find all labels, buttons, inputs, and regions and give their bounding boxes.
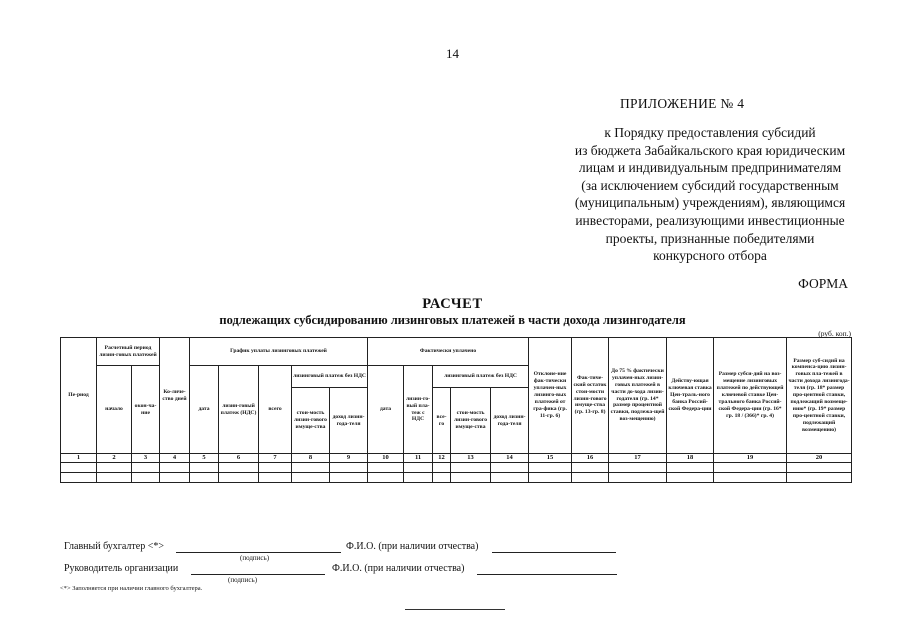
appendix-text	[520, 124, 900, 265]
page-number: 14	[446, 46, 459, 61]
column-number: 19	[714, 454, 787, 463]
header-days: Ко-личе-ство дней	[160, 338, 190, 454]
appendix-line: из бюджета Забайкальского края юридическим	[574, 142, 846, 158]
header-actual-date: дата	[368, 366, 404, 454]
header-end: окон-ча-ние	[132, 366, 160, 454]
header-schedule-novat: лизинговый платеж без НДС	[292, 366, 368, 388]
column-number: 2	[97, 454, 132, 463]
column-number: 20	[787, 454, 852, 463]
appendix-line: проекты, признанные победителями	[605, 230, 815, 246]
head-fio-line[interactable]	[477, 574, 617, 575]
units-label: (руб. коп.)	[818, 329, 851, 338]
header-actual-payment: лизин-го-вый пла-теж с НДС	[404, 366, 433, 454]
accountant-signature-caption: (подпись)	[240, 554, 270, 562]
column-number: 16	[572, 454, 609, 463]
header-actual-novat: лизинговый платеж без НДС	[433, 366, 529, 388]
column-number: 15	[529, 454, 572, 463]
head-label: Руководитель организации	[64, 563, 179, 574]
column-number: 12	[433, 454, 451, 463]
header-col19: Размер субси-дий на воз-мещение лизинговых платежей по действующей ключевой ставке Цен-трального банка Россий-ской Федера-ции (гр. 16* гр. 18 / (366)* гр. 4)	[714, 338, 787, 454]
column-number: 4	[160, 454, 190, 463]
column-number: 17	[609, 454, 667, 463]
table-row	[61, 473, 852, 483]
appendix-line: (за исключением субсидий государственным	[581, 177, 839, 193]
head-fio-label: Ф.И.О. (при наличии отчества)	[332, 563, 465, 574]
header-schedule-payment: лизин-говый платеж (НДС)	[219, 366, 259, 454]
column-number: 11	[404, 454, 433, 463]
header-schedule: График уплаты лизинговых платежей	[190, 338, 368, 366]
appendix-line: к Порядку предоставления субсидий	[604, 125, 816, 140]
column-number: 13	[451, 454, 491, 463]
header-col17: До 75 % фактически уплачен-ных лизин-говых платежей в части до-хода лизин-годателя (гр. 14* размер процентной ставки, подлежа-щей воз-мещению)	[609, 338, 667, 454]
appendix-line: инвесторами, реализующими инвестиционные	[575, 212, 845, 228]
header-actual-total: все-го	[433, 388, 451, 454]
document-title: РАСЧЕТ	[422, 296, 483, 312]
head-signature-line[interactable]	[191, 574, 325, 575]
header-col15: Отклоне-ние фак-тически уплачен-ных лизинго-вых платежей от гра-фика (гр. 11-гр. 6)	[529, 338, 572, 454]
appendix-line: (муниципальным) учреждениям), являющимся	[574, 195, 846, 211]
column-number: 18	[667, 454, 714, 463]
column-number: 6	[219, 454, 259, 463]
header-col20: Размер суб-сидий на компенса-цию лизин-говых пла-тежей в части дохода лизингода-теля (гр. 18* размер про-центной ставки, подлежащий возмеще-нию* (гр. 19* размер про-центной ставки, подлежащий возмещению)	[787, 338, 852, 454]
column-number: 8	[292, 454, 330, 463]
accountant-signature-line[interactable]	[176, 552, 341, 553]
header-period: Пе-риод	[61, 338, 97, 454]
form-label: ФОРМА	[798, 276, 848, 291]
header-col18: Действу-ющая ключевая ставка Цен-траль-ного банка Россий-ской Федера-ции	[667, 338, 714, 454]
header-col16: Фак-тиче-ский остаток стои-мости лизин-гового имуще-ства (гр. 13-гр. 8)	[572, 338, 609, 454]
header-start: начало	[97, 366, 132, 454]
column-number: 10	[368, 454, 404, 463]
header-actual-income: доход лизин-года-теля	[491, 388, 529, 454]
calculation-table	[60, 337, 852, 483]
appendix-line: лицам и индивидуальным предпринимателям	[578, 160, 842, 176]
header-schedule-total: всего	[259, 366, 292, 454]
column-number: 5	[190, 454, 219, 463]
bottom-divider	[405, 609, 505, 610]
accountant-label: Главный бухгалтер <*>	[64, 541, 165, 552]
header-schedule-cost: стои-мость лизин-гового имуще-ства	[292, 388, 330, 454]
column-number: 14	[491, 454, 529, 463]
header-actual: Фактически уплачено	[368, 338, 529, 366]
column-numbers-row	[61, 454, 852, 463]
accountant-fio-line[interactable]	[492, 552, 616, 553]
header-actual-cost: стои-мость лизин-гового имуще-ства	[451, 388, 491, 454]
table-row	[61, 463, 852, 473]
header-schedule-income: доход лизин-года-теля	[330, 388, 368, 454]
document-subtitle: подлежащих субсидированию лизинговых платежей в части дохода лизингодателя	[219, 313, 686, 327]
header-calc-period: Расчетный период лизин-говых платежей	[97, 338, 160, 366]
appendix-line: конкурсного отбора	[653, 248, 767, 264]
head-signature-caption: (подпись)	[228, 576, 258, 584]
column-number: 1	[61, 454, 97, 463]
accountant-fio-label: Ф.И.О. (при наличии отчества)	[346, 541, 479, 552]
appendix-title: ПРИЛОЖЕНИЕ № 4	[620, 96, 745, 111]
column-number: 9	[330, 454, 368, 463]
column-number: 7	[259, 454, 292, 463]
header-schedule-date: дата	[190, 366, 219, 454]
footnote: <*> Заполняется при наличии главного бухгалтера.	[60, 585, 203, 592]
column-number: 3	[132, 454, 160, 463]
